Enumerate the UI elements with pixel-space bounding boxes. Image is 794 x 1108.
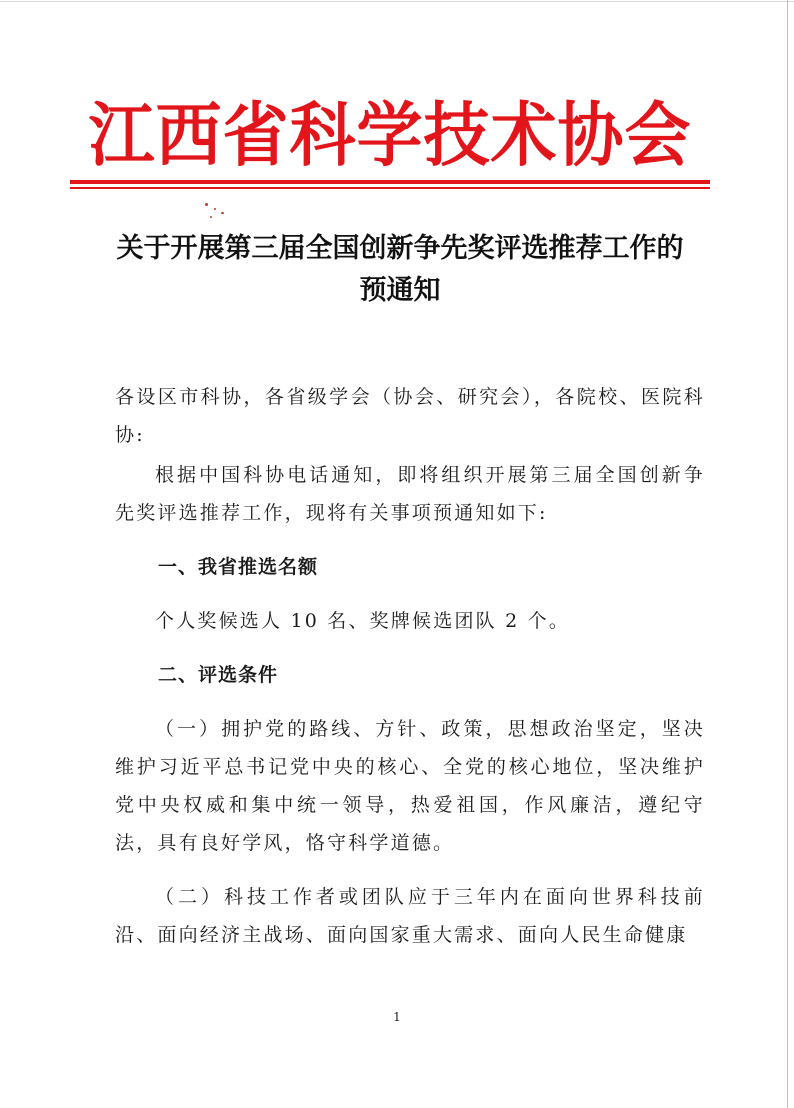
page-number: 1 xyxy=(393,1010,401,1024)
criteria-item-2: （二）科技工作者或团队应于三年内在面向世界科技前沿、面向经济主战场、面向国家重大需求、面向人民生命健康 xyxy=(115,886,705,946)
scan-edge-right xyxy=(787,0,788,1108)
organization-letterhead: 江西省科学技术协会 xyxy=(88,95,692,176)
letterhead-rule-thick xyxy=(70,180,710,184)
document-title: 关于开展第三届全国创新争先奖评选推荐工作的预通知 xyxy=(116,233,684,306)
criteria-item-1: （一）拥护党的路线、方针、政策，思想政治坚定，坚决维护习近平总书记党中央的核心、全党的核心地位，坚决维护党中央权威和集中统一领导，热爱祖国，作风廉洁，遵纪守法，具有良好学风，恪守科学道德。 xyxy=(115,718,705,854)
stamp-speckle xyxy=(221,212,224,214)
scan-edge-top xyxy=(0,1,794,2)
recipients-paragraph: 各设区市科协，各省级学会（协会、研究会），各院校、医院科协: xyxy=(115,386,705,446)
intro-paragraph: 根据中国科协电话通知，即将组织开展第三届全国创新争先奖评选推荐工作，现将有关事项预通知如下: xyxy=(115,464,705,524)
quota-paragraph: 个人奖候选人 10 名、奖牌候选团队 2 个。 xyxy=(155,610,571,632)
section-heading-quota: 一、我省推选名额 xyxy=(158,556,319,578)
letterhead-rule-thin xyxy=(70,187,710,189)
stamp-speckle xyxy=(214,208,216,210)
stamp-speckle xyxy=(210,216,212,218)
stamp-speckle xyxy=(205,203,208,206)
section-heading-criteria: 二、评选条件 xyxy=(158,664,279,686)
